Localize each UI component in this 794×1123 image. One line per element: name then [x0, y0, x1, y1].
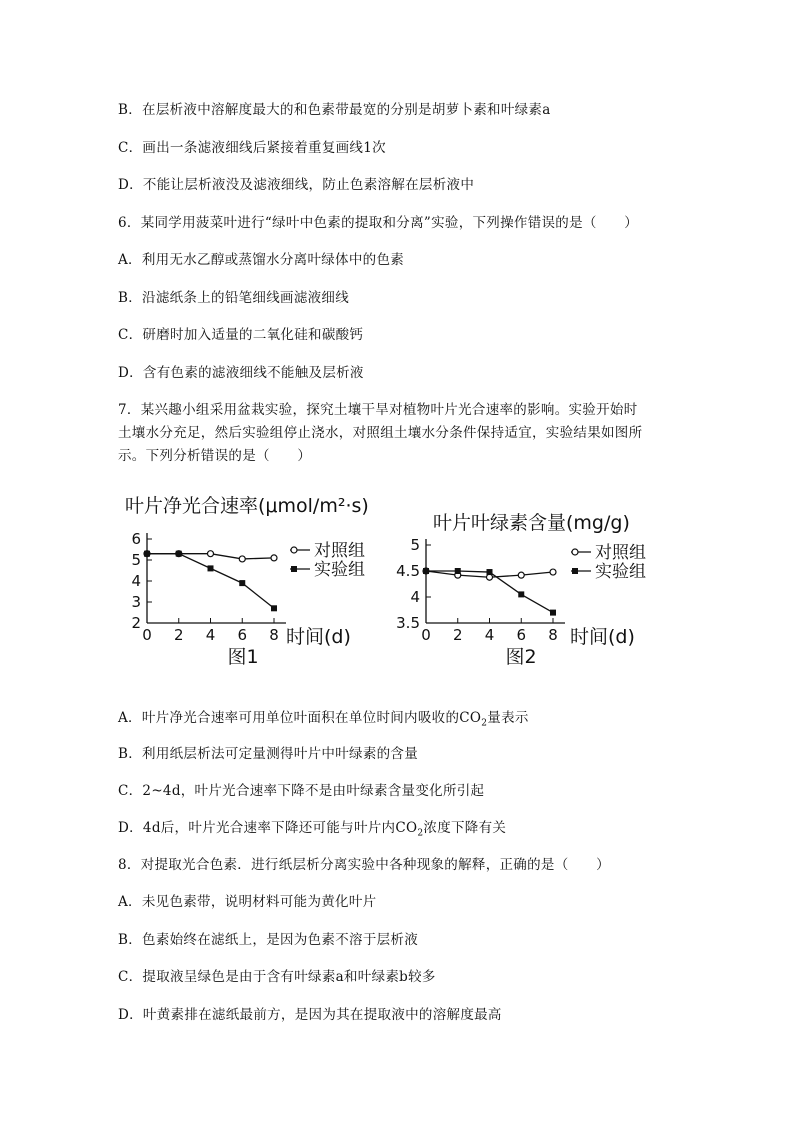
data-point — [518, 572, 524, 578]
y-tick-label: 4.5 — [396, 562, 420, 580]
data-point — [550, 569, 556, 575]
x-tick-label: 4 — [484, 626, 495, 644]
legend-marker — [572, 549, 578, 555]
chart-title: 叶片叶绿素含量(mg/g) — [433, 512, 630, 534]
x-tick-label: 8 — [548, 626, 558, 644]
figure-2-chart — [388, 505, 658, 690]
y-tick-label: 5 — [131, 551, 141, 569]
data-point — [518, 591, 524, 597]
data-point — [176, 551, 182, 557]
y-tick-label: 4 — [131, 572, 141, 590]
q7-option-a: A．叶片净光合速率可用单位叶面积在单位时间内吸收的$CO_2$量表示 — [118, 710, 529, 729]
x-tick-label: 6 — [516, 626, 527, 644]
q8-option-b: B．色素始终在滤纸上，是因为色素不溶于层析液 — [118, 932, 419, 948]
q8-option-c: C．提取液呈绿色是由于含有叶绿素a和叶绿素b较多 — [118, 969, 436, 985]
data-point — [423, 568, 429, 574]
data-point — [208, 551, 214, 557]
q7-option-d: D．4d后，叶片光合速率下降还可能与叶片内$CO_2$浓度下降有关 — [118, 820, 507, 839]
y-tick-label: 5 — [410, 536, 420, 554]
x-tick-label: 2 — [452, 626, 463, 644]
series-line — [147, 554, 274, 609]
x-tick-label: 2 — [173, 626, 184, 644]
q6-stem: 6．某同学用菠菜叶进行“绿叶中色素的提取和分离”实验，下列操作错误的是（ ） — [118, 215, 639, 231]
q6-option-b: B．沿滤纸条上的铅笔细线画滤液细线 — [118, 290, 350, 306]
q6-option-d: D．含有色素的滤液细线不能触及层析液 — [118, 365, 364, 381]
y-tick-label: 3.5 — [396, 614, 420, 632]
figure-caption: 图2 — [505, 646, 537, 668]
y-tick-label: 3 — [131, 593, 141, 611]
q7-stem-line-2: 土壤水分充足，然后实验组停止浇水，对照组土壤水分条件保持适宜，实验结果如图所 — [118, 425, 643, 441]
data-point — [487, 569, 493, 575]
x-axis-label: 时间(d) — [570, 626, 635, 648]
y-tick-label: 6 — [131, 530, 141, 548]
q8-option-d: D．叶黄素排在滤纸最前方，是因为其在提取液中的溶解度最高 — [118, 1007, 502, 1023]
figure-caption: 图1 — [227, 646, 259, 668]
legend-label: 实验组 — [314, 560, 365, 580]
data-point — [487, 574, 493, 580]
q7-stem-line-1: 7．某兴趣小组采用盆栽实验，探究土壤干旱对植物叶片光合速率的影响。实验开始时 — [118, 402, 638, 418]
legend-marker — [291, 566, 297, 572]
y-tick-label: 2 — [131, 614, 141, 632]
data-point — [144, 551, 150, 557]
x-tick-label: 4 — [205, 626, 216, 644]
data-point — [239, 556, 245, 562]
data-point — [550, 610, 556, 616]
x-axis-label: 时间(d) — [286, 626, 351, 648]
data-point — [271, 605, 277, 611]
q8-option-a: A．未见色素带，说明材料可能为黄化叶片 — [118, 894, 377, 910]
x-tick-label: 0 — [421, 626, 431, 644]
data-point — [239, 580, 245, 586]
data-point — [271, 555, 277, 561]
x-tick-label: 8 — [269, 626, 279, 644]
q6-option-a: A．利用无水乙醇或蒸馏水分离叶绿体中的色素 — [118, 252, 405, 268]
chart-title: 叶片净光合速率(μmol/m²·s) — [125, 495, 369, 517]
legend-marker — [572, 568, 578, 574]
q5-option-b: B．在层析液中溶解度最大的和色素带最宽的分别是胡萝卜素和叶绿素a — [118, 102, 551, 118]
x-tick-label: 6 — [237, 626, 248, 644]
y-tick-label: 4 — [410, 588, 420, 606]
legend-label: 实验组 — [595, 562, 646, 582]
legend-label: 对照组 — [314, 541, 365, 561]
q7-option-c: C．2~4d，叶片光合速率下降不是由叶绿素含量变化所引起 — [118, 783, 485, 799]
q7-stem-line-3: 示。下列分析错误的是（ ） — [118, 448, 312, 464]
x-tick-label: 0 — [142, 626, 152, 644]
legend-marker — [291, 547, 297, 553]
q8-stem: 8．对提取光合色素．进行纸层析分离实验中各种现象的解释，正确的是（ ） — [118, 857, 610, 873]
data-point — [455, 568, 461, 574]
data-point — [208, 565, 214, 571]
figure-1-chart — [118, 490, 418, 675]
q6-option-c: C．研磨时加入适量的二氧化硅和碳酸钙 — [118, 327, 364, 343]
legend-label: 对照组 — [595, 543, 646, 563]
q5-option-c: C．画出一条滤液细线后紧接着重复画线1次 — [118, 140, 386, 156]
q5-option-d: D．不能让层析液没及滤液细线，防止色素溶解在层析液中 — [118, 177, 475, 193]
q7-option-b: B．利用纸层析法可定量测得叶片中叶绿素的含量 — [118, 746, 419, 762]
